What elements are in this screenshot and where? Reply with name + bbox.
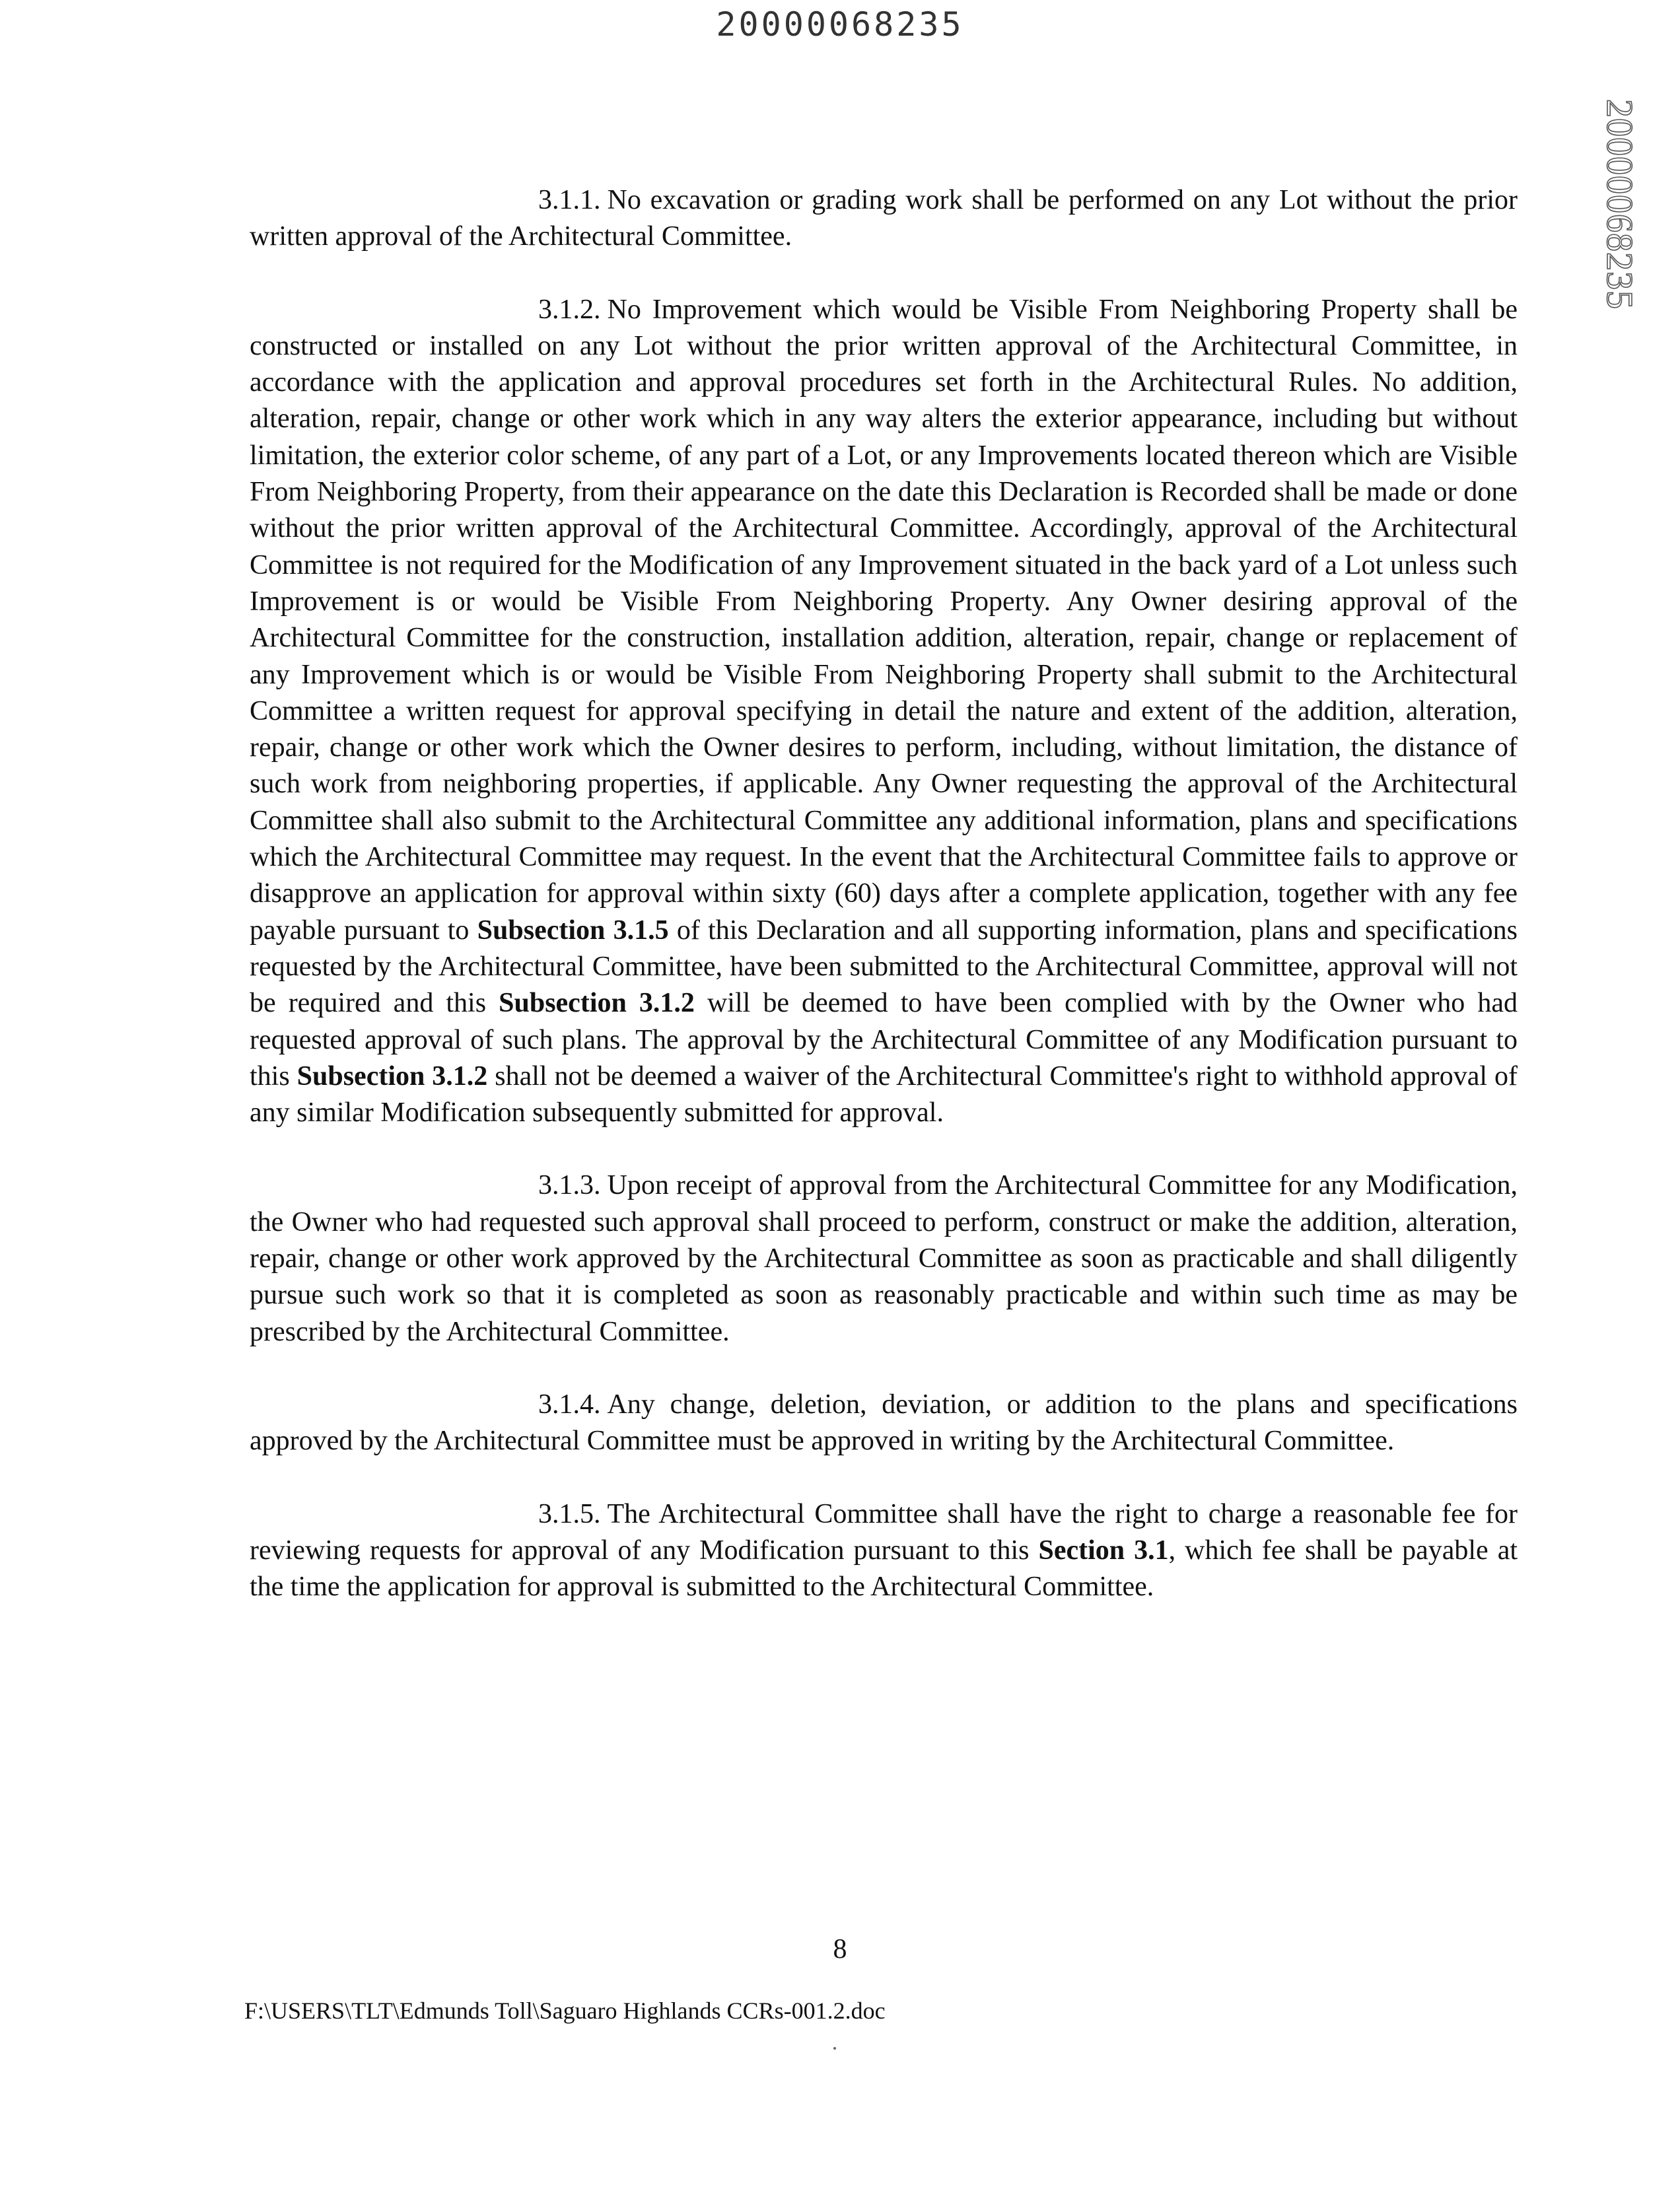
section-number: 3.1.4.	[538, 1389, 601, 1420]
section-number: 3.1.2.	[538, 294, 601, 325]
section-number: 3.1.3.	[538, 1170, 601, 1201]
paragraph-text: of this Declaration and all supporting information, plans and specifications requested by the Architectural Committee, have been submitted to the Architectural Committee, approval will not be required and this	[250, 915, 1518, 1019]
side-stamp-text: 20000068235	[1599, 99, 1640, 310]
section-reference: Section 3.1	[1038, 1535, 1169, 1566]
section-3-1-5	[250, 1496, 1518, 1606]
section-number: 3.1.5.	[538, 1498, 601, 1529]
paragraph-text: , which fee shall be payable at the time the application for approval is submitted to the Architectural Committee.	[250, 1535, 1518, 1603]
side-stamp	[1589, 99, 1642, 317]
paragraph-text: Upon receipt of approval from the Architectural Committee for any Modification, the Owner who had requested such approval shall proceed to perform, construct or make the addition, alteration, repair, change or other work approved by the Architectural Committee as soon as practicable and shall diligently pursue such work so that it is completed as soon as reasonably practicable and within such time as may be prescribed by the Architectural Committee.	[250, 1170, 1518, 1347]
file-path-footer: F:\USERS\TLT\Edmunds Toll\Saguaro Highlands CCRs-001.2.doc	[244, 1997, 886, 2024]
paragraph-text: will be deemed to have been complied with by the Owner who had requested approval of such plans. The approval by the Architectural Committee of any Modification pursuant to this	[250, 988, 1518, 1092]
section-3-1-3	[250, 1167, 1518, 1350]
section-reference: Subsection 3.1.5	[477, 915, 669, 946]
paragraph-text: No excavation or grading work shall be performed on any Lot without the prior written approval of the Architectural Committee.	[250, 185, 1518, 252]
section-reference: Subsection 3.1.2	[297, 1060, 488, 1092]
document-body	[250, 182, 1518, 1642]
paragraph-text: The Architectural Committee shall have the right to charge a reasonable fee for reviewing requests for approval of any Modification pursuant to this	[250, 1498, 1518, 1566]
section-number: 3.1.1.	[538, 185, 601, 215]
document-number: 20000068235	[716, 5, 964, 44]
paragraph-text: No Improvement which would be Visible From Neighboring Property shall be constructed or installed on any Lot without the prior written approval of the Architectural Committee, in accordance with the application and approval procedures set forth in the Architectural Rules. No addition, alteration, repair, change or other work which in any way alters the exterior appearance, including but without limitation, the exterior color scheme, of any part of a Lot, or any Improvements located thereon which are Visible From Neighboring Property, from their appearance on the date this Declaration is Recorded shall be made or done without the prior written approval of the Architectural Committee. Accordingly, approval of the Architectural Committee is not required for the Modification of any Improvement situated in the back yard of a Lot unless such Improvement is or would be Visible From Neighboring Property. Any Owner desiring approval of the Architectural Committee for the construction, installation addition, alteration, repair, change or replacement of any Improvement which is or would be Visible From Neighboring Property shall submit to the Architectural Committee a written request for approval specifying in detail the nature and extent of the addition, alteration, repair, change or other work which the Owner desires to perform, including, without limitation, the distance of such work from neighboring properties, if applicable. Any Owner requesting the approval of the Architectural Committee shall also submit to the Architectural Committee any additional information, plans and specifications which the Architectural Committee may request. In the event that the Architectural Committee fails to approve or disapprove an application for approval within sixty (60) days after a complete application, together with any fee payable pursuant to	[250, 294, 1518, 946]
page-number: 8	[833, 1934, 847, 1964]
scan-speck	[833, 2047, 836, 2050]
paragraph-text: shall not be deemed a waiver of the Architectural Committee's right to withhold approval of any similar Modification subsequently submitted for approval.	[250, 1060, 1518, 1128]
section-3-1-4	[250, 1387, 1518, 1460]
section-3-1-1	[250, 182, 1518, 256]
paragraph-text: Any change, deletion, deviation, or addition to the plans and specifications approved by the Architectural Committee must be approved in writing by the Architectural Committee.	[250, 1389, 1518, 1457]
section-3-1-2	[250, 292, 1518, 1132]
section-reference: Subsection 3.1.2	[499, 988, 695, 1019]
